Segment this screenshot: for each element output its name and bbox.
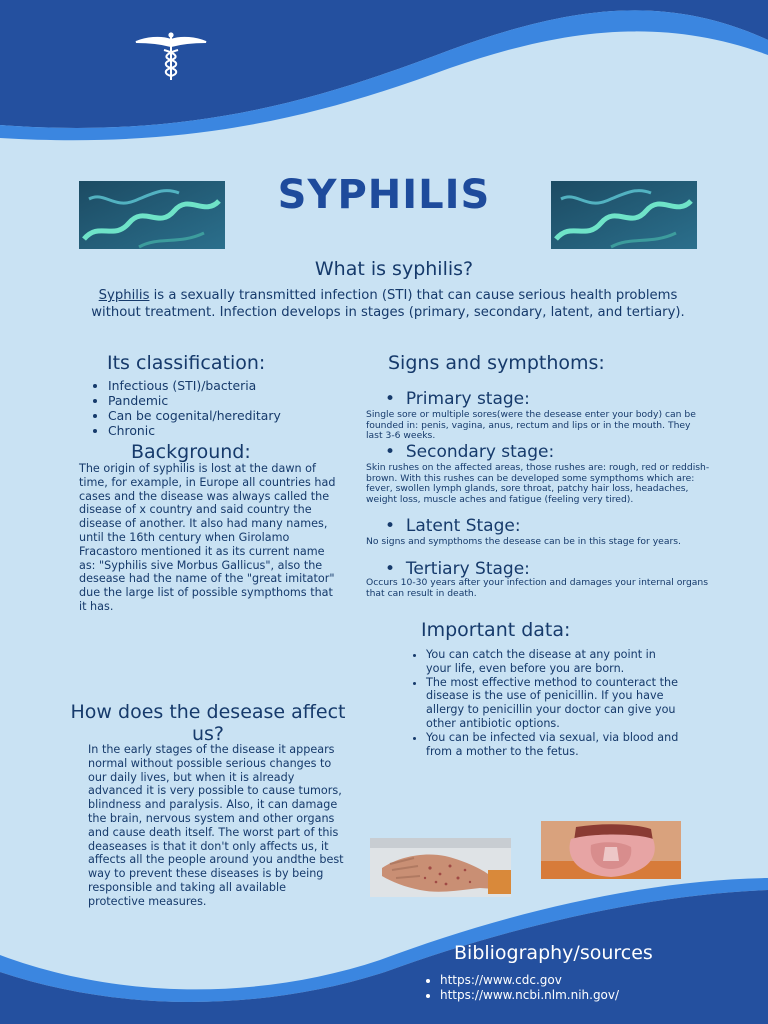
list-item: • Chronic [108,423,388,438]
list-item: • You can be infected via sexual, via blood and from a mother to the fetus. [426,731,680,759]
stage-tertiary-heading: • Tertiary Stage: [385,559,530,579]
stage-primary-heading: • Primary stage: [385,389,530,409]
signs-heading: Signs and sympthoms: [388,352,605,374]
important-heading: Important data: [421,619,571,641]
intro-heading: What is syphilis? [314,258,474,280]
classification-list [78,378,388,438]
bullet-icon: • [385,442,396,462]
list-item: • Can be cogenital/hereditary [108,408,388,423]
bullet-icon: • [385,559,396,579]
hand-rash-image [370,838,511,897]
stage-secondary-heading: • Secondary stage: [385,442,555,462]
bullet-icon: • [385,389,396,409]
stage-secondary-text: Skin rushes on the affected areas, those rushes are: rough, red or reddish-brown. With this rushes can be developed some sympthoms which are: fever, swollen lymph glands, sore throat, patchy hair loss, headaches, weight loss, muscle aches and fatigue (feeling very tired). [366,462,710,505]
bibliography-link-cdc[interactable]: • https://www.cdc.gov [440,973,768,988]
stage-latent-heading: • Latent Stage: [385,516,521,536]
list-item: • The most effective method to counteract the disease is the use of penicillin. If you have allergy to penicillin your doctor can give you other antibiotic options. [426,676,680,731]
stage-latent-text: No signs and sympthoms the desease can be in this stage for years. [366,536,681,547]
list-item: • Pandemic [108,393,388,408]
tongue-lesion-image [541,821,681,879]
affect-heading: How does the desease affect us? [70,701,346,745]
bibliography-heading: Bibliography/sources [454,942,653,964]
stage-primary-text: Single sore or multiple sores(were the desease enter your body) can be founded in: penis, vagina, anus, rectum and lips or in the mouth. They last 3-6 weeks. [366,409,696,442]
background-heading: Background: [131,441,251,463]
important-list [396,648,680,758]
syphilis-link[interactable]: Syphilis [98,288,150,303]
page-title: SYPHILIS [277,172,491,218]
list-item: • You can catch the disease at any point in your life, even before you are born. [426,648,680,676]
stage-tertiary-text: Occurs 10-30 years after your infection and damages your internal organs that can result in death. [366,577,709,599]
classification-heading: Its classification: [107,352,266,374]
bullet-icon: • [385,516,396,536]
bibliography-link-ncbi[interactable]: • https://www.ncbi.nlm.nih.gov/ [440,988,768,1003]
affect-text: In the early stages of the disease it appears normal without possible serious changes to our daily lives, but when it is already advanced it is very possible to cause tumors, blindness and paralysis. Also, it can damage the brain, nervous system and other organs and cause death itself. The worst part of this deaseases is that it don't only affects us, it affects all the people around you andthe best way to prevent these diseases is by being responsible and taking all available protective measures. [88,743,344,908]
background-text: The origin of syphilis is lost at the dawn of time, for example, in Europe all countries had cases and the disease was always called the disease of x country and said country the disease of another. It also had many names, until the 16th century when Girolamo Fracastoro mentioned it as its current name as: "Syphilis sive Morbus Gallicus", also the desease had the name of the "great imitator" due the large list of possible sympthoms that it has. [79,462,336,613]
list-item: • Infectious (STI)/bacteria [108,378,388,393]
intro-paragraph [90,287,686,321]
bibliography-list [410,973,768,1003]
intro-text: is a sexually transmitted infection (STI) that can cause serious health problems without treatment. Infection develops in stages (primary, secondary, latent, and tertiary). [91,288,685,320]
caduceus-icon [134,30,208,82]
